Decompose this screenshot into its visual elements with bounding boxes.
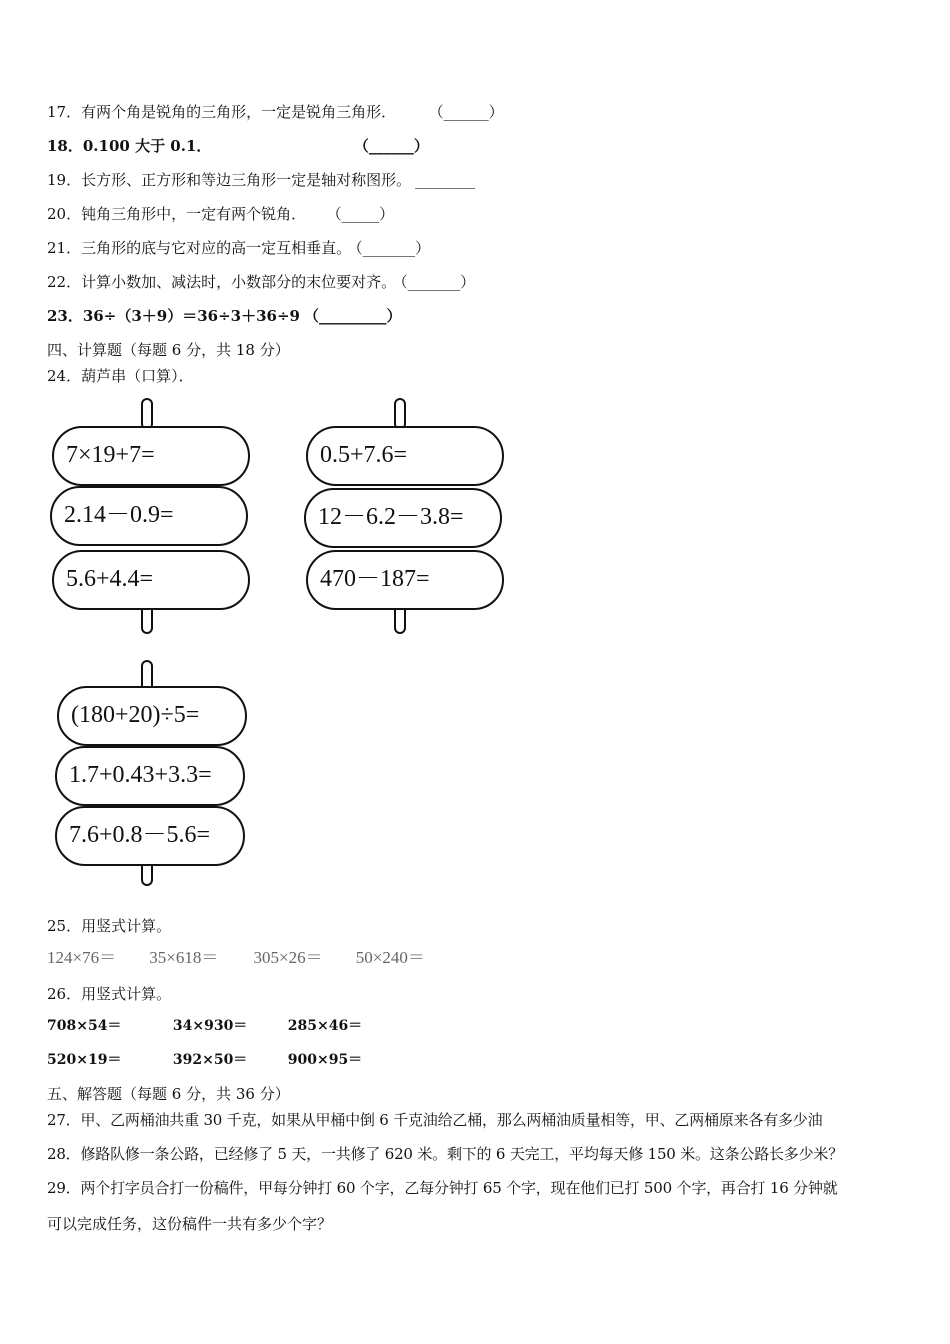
question-text: 钝角三角形中，一定有两个锐角． (81, 205, 307, 223)
question-number: 17． (47, 103, 82, 121)
gourd-bead: 470－187= (306, 550, 504, 610)
question-25 (47, 916, 171, 936)
gourd-3 (55, 660, 247, 886)
question-22 (47, 272, 475, 292)
calc-item: 285×46＝ (287, 1018, 363, 1034)
question-number: 20． (47, 205, 82, 223)
gourd-2 (304, 398, 504, 634)
question-29-continued: 可以完成任务，这份稿件一共有多少个字？ (47, 1215, 333, 1233)
calc-item: 34×930＝ (172, 1018, 248, 1034)
question-number: 18． (47, 137, 83, 155)
question-number: 29． (47, 1179, 81, 1197)
section-5-title: 五、解答题（每题 6 分，共 36 分） (47, 1085, 290, 1103)
question-number: 27． (47, 1111, 81, 1129)
question-19 (47, 170, 475, 190)
question-29 (47, 1178, 838, 1198)
calc-item: 708×54＝ (47, 1018, 122, 1034)
question-text: 36÷（3＋9）＝36÷3＋36÷9 (82, 307, 300, 325)
gourd-bead: 7.6+0.8－5.6= (55, 806, 245, 866)
answer-blank: （_____） (334, 205, 395, 223)
question-text: 用竖式计算。 (81, 985, 172, 1003)
gourd-bead: 2.14－0.9= (50, 486, 248, 546)
calc-item: 124×76＝ (47, 948, 117, 967)
question-number: 21． (47, 239, 82, 257)
gourd-bead: 0.5+7.6= (306, 426, 504, 486)
question-number: 19． (47, 171, 82, 189)
calc-item: 35×618＝ (149, 948, 219, 967)
section-4-title: 四、计算题（每题 6 分，共 18 分） (47, 341, 290, 359)
question-number: 26． (47, 985, 82, 1003)
question-number: 23． (47, 307, 83, 325)
question-number: 25． (47, 917, 82, 935)
answer-blank: （_______） (355, 239, 431, 257)
question-text: 0.100 大于 0.1． (82, 137, 212, 155)
calc-item: 50×240＝ (355, 948, 425, 967)
answer-blank: （_______） (400, 273, 476, 291)
calc-item: 900×95＝ (287, 1052, 363, 1068)
gourd-1 (50, 398, 250, 634)
question-number: 22． (47, 273, 82, 291)
question-18 (47, 136, 429, 156)
gourd-bead: 12－6.2－3.8= (304, 488, 502, 548)
gourd-bead: 5.6+4.4= (52, 550, 250, 610)
question-text: 修路队修一条公路，已经修了 5 天，一共修了 620 米。剩下的 6 天完工，平均每天修 150 米。这条公路长多少米？ (80, 1145, 843, 1163)
gourd-bead: 1.7+0.43+3.3= (55, 746, 245, 806)
question-23 (47, 306, 401, 326)
question-text: 用竖式计算。 (81, 917, 172, 935)
question-text: 三角形的底与它对应的高一定互相垂直。 (81, 239, 352, 257)
question-number: 24． (47, 367, 82, 385)
question-26 (47, 984, 171, 1004)
question-27 (47, 1110, 822, 1130)
question-text: 葫芦串（口算）． (81, 367, 194, 385)
gourd-bead: 7×19+7= (52, 426, 250, 486)
question-text: 长方形、正方形和等边三角形一定是轴对称图形。 (81, 171, 412, 189)
question-24 (47, 366, 194, 386)
question-text: 有两个角是锐角的三角形，一定是锐角三角形． (81, 103, 397, 121)
gourd-bead: (180+20)÷5= (57, 686, 247, 746)
question-text: 计算小数加、减法时，小数部分的末位要对齐。 (81, 273, 397, 291)
question-17 (47, 102, 504, 122)
answer-blank: ________ (415, 171, 476, 189)
answer-blank: （_________） (303, 307, 402, 325)
question-text: 两个打字员合打一份稿件，甲每分钟打 60 个字，乙每分钟打 65 个字，现在他们已打 500 个字，再合打 16 分钟就 (80, 1179, 838, 1197)
answer-blank: （______） (361, 137, 429, 155)
calc-item: 392×50＝ (172, 1052, 248, 1068)
q25-items (47, 948, 446, 968)
calc-item: 520×19＝ (47, 1052, 122, 1068)
answer-blank: （______） (436, 103, 504, 121)
question-20 (47, 204, 394, 224)
question-text: 甲、乙两桶油共重 30 千克，如果从甲桶中倒 6 千克油给乙桶，那么两桶油质量相等，甲、乙两桶原来各有多少油 (80, 1111, 823, 1129)
q26-row-1 (47, 1016, 362, 1036)
question-21 (47, 238, 430, 258)
question-28 (47, 1144, 843, 1164)
calc-item: 305×26＝ (253, 948, 323, 967)
question-number: 28． (47, 1145, 81, 1163)
q26-row-2 (47, 1050, 362, 1070)
